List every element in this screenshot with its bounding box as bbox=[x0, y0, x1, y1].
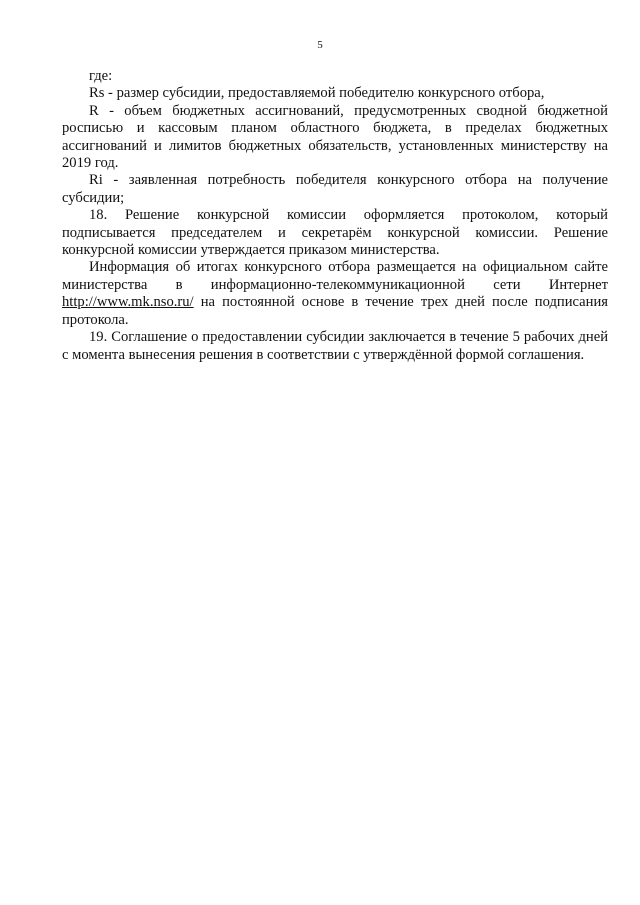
paragraph-item-18: 18. Решение конкурсной комиссии оформляется протоколом, который подписывается председателем и секретарём конкурсной комиссии. Решение конкурсной комиссии утверждается приказом министерства. bbox=[62, 207, 608, 259]
paragraph-ri-definition: Ri - заявленная потребность победителя конкурсного отбора на получение субсидии; bbox=[62, 172, 608, 206]
paragraph-intro: где: bbox=[89, 68, 113, 84]
paragraph-rs-definition: Rs - размер субсидии, предоставляемой победителю конкурсного отбора, bbox=[89, 85, 545, 102]
paragraph-item-19: 19. Соглашение о предоставлении субсидии заключается в течение 5 рабочих дней с момента вынесения решения в соответствии с утверждённой формой соглашения. bbox=[62, 329, 608, 363]
info-text-start: Информация об итогах конкурсного отбора размещается на официальном сайте министерства в информационно-телекоммуникационной сети Интернет bbox=[62, 259, 608, 293]
info-text-end: на постоянной основе в течение трех дней после подписания протокола. bbox=[62, 294, 608, 328]
ministry-website-link[interactable]: http://www.mk.nso.ru/ bbox=[62, 294, 194, 311]
document-body bbox=[62, 68, 608, 364]
page-number: 5 bbox=[317, 39, 323, 51]
paragraph-r-definition: R - объем бюджетных ассигнований, предусмотренных сводной бюджетной росписью и кассовым планом областного бюджета, в пределах бюджетных ассигнований и лимитов бюджетных обязательств, установленных министерству на 2019 год. bbox=[62, 102, 608, 172]
paragraph-info bbox=[62, 259, 608, 329]
